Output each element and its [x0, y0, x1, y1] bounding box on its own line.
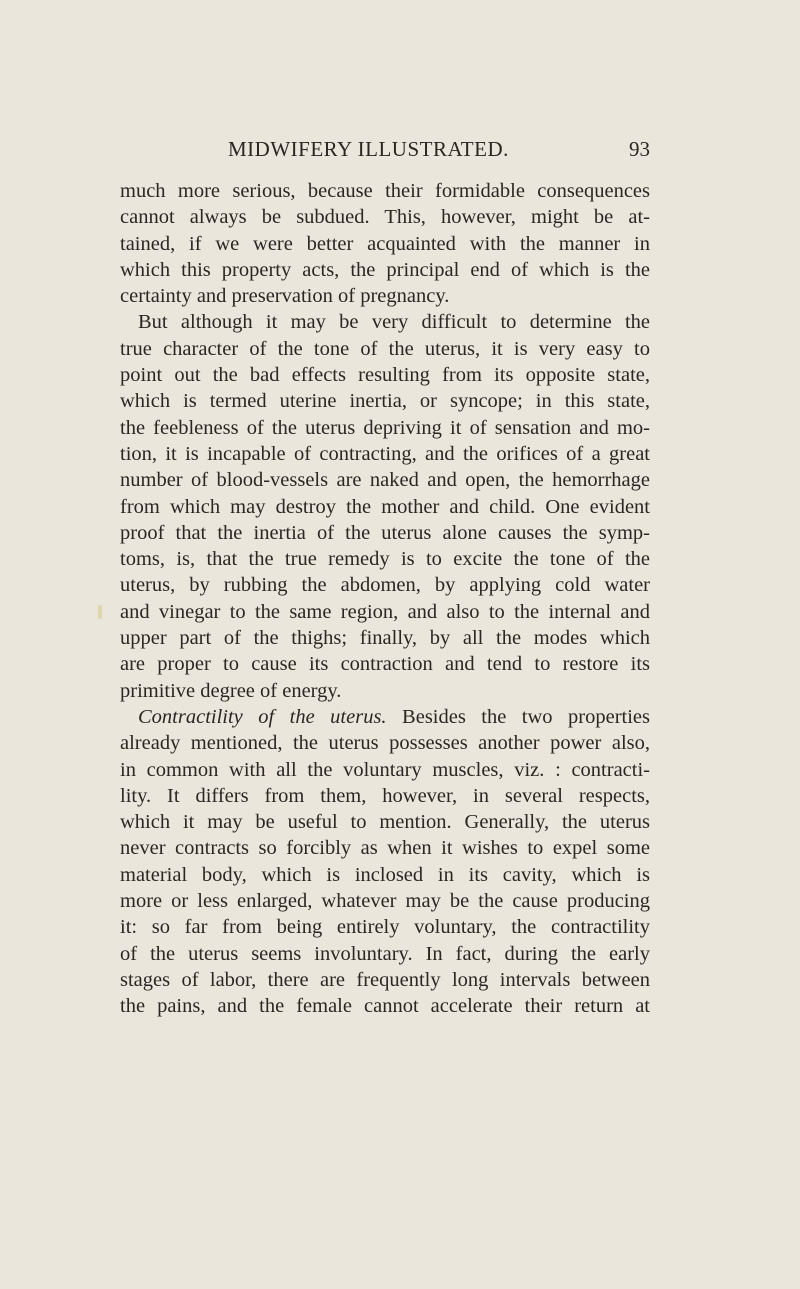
text-line: which it may be useful to mention. Generally, the uterus [120, 811, 650, 834]
text-line: certainty and preservation of pregnancy. [120, 285, 450, 308]
text-line: tained, if we were better acquainted with the manner in [120, 232, 650, 255]
text-line: tion, it is incapable of contracting, and the orifices of a great [120, 442, 650, 465]
text-line: and vinegar to the same region, and also to the internal and [120, 600, 650, 623]
text-line: never contracts so forcibly as when it wishes to expel some [120, 837, 650, 860]
text-line: toms, is, that the true remedy is to excite the tone of the [120, 548, 650, 571]
text-line: proof that the inertia of the uterus alone causes the symp- [120, 521, 650, 544]
text-line: primitive degree of energy. [120, 679, 342, 702]
text-line: of the uterus seems involuntary. In fact, during the early [120, 942, 650, 965]
paper-speck [98, 605, 102, 619]
text-line: number of blood-vessels are naked and open, the hemorrhage [120, 469, 650, 492]
text-line: already mentioned, the uterus possesses another power also, [120, 732, 650, 755]
text-line: are proper to cause its contraction and tend to restore its [120, 653, 650, 676]
text-line: the feebleness of the uterus depriving it of sensation and mo- [120, 416, 650, 439]
text-line: true character of the tone of the uterus, it is very easy to [120, 337, 650, 360]
text-line: from which may destroy the mother and child. One evident [120, 495, 650, 518]
text-line: stages of labor, there are frequently long intervals between [120, 968, 650, 991]
page-number: 93 [629, 137, 650, 161]
section-heading: Contractility of the uterus. [138, 705, 387, 728]
text-line: more or less enlarged, whatever may be the cause producing [120, 890, 650, 913]
text-line: which is termed uterine inertia, or syncope; in this state, [120, 390, 650, 413]
running-title: MIDWIFERY ILLUSTRATED. [228, 137, 509, 161]
running-head [120, 137, 650, 163]
text-line: material body, which is inclosed in its cavity, which is [120, 863, 650, 886]
text-line: which this property acts, the principal end of which is the [120, 258, 650, 281]
text-line: it: so far from being entirely voluntary, the contractility [120, 916, 650, 939]
section-first-line [120, 704, 650, 730]
text-line: upper part of the thighs; finally, by all the modes which [120, 627, 650, 650]
text-line: point out the bad effects resulting from its opposite state, [120, 364, 650, 387]
text-line: in common with all the voluntary muscles, viz. : contracti- [120, 758, 650, 781]
text-line: uterus, by rubbing the abdomen, by applying cold water [120, 574, 650, 597]
text-line: the pains, and the female cannot accelerate their return at [120, 995, 650, 1018]
section-first-line-text: Besides the two properties [402, 705, 651, 728]
text-line: lity. It differs from them, however, in several respects, [120, 784, 650, 807]
text-line: cannot always be subdued. This, however, might be at- [120, 206, 650, 229]
body-text [120, 178, 650, 1020]
text-line: much more serious, because their formidable consequences [120, 180, 650, 202]
text-line: But although it may be very difficult to determine the [138, 311, 650, 334]
